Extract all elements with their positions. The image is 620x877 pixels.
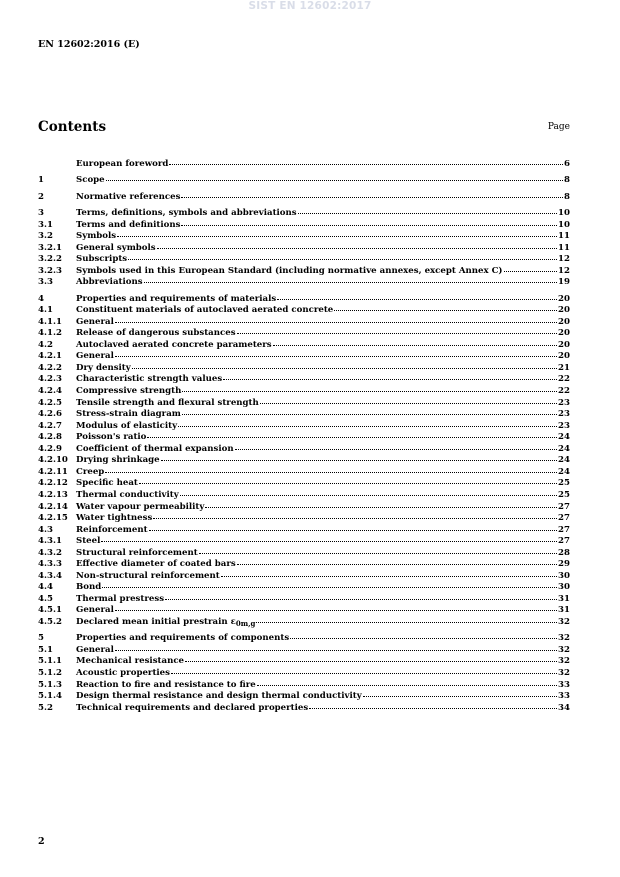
toc-entry-title-text: Stress-strain diagram (76, 409, 181, 420)
toc-dot-leader (256, 614, 557, 623)
toc-dot-leader (165, 591, 557, 600)
toc-dot-leader (115, 314, 557, 323)
toc-entry-title-text: General symbols (76, 242, 156, 253)
toc-entry-title-text: General (76, 351, 114, 362)
toc-entry-title-text: Creep (76, 466, 105, 477)
toc-entry[interactable] (38, 615, 570, 627)
toc-entry-number: 4.5.1 (38, 605, 62, 616)
toc-entry-title (76, 536, 100, 548)
toc-entry-page: 25 (558, 489, 570, 500)
toc-entry-page: 24 (558, 443, 570, 454)
toc-entry-number: 4.2.6 (38, 409, 62, 420)
toc-entry-number: 5.1 (38, 644, 53, 655)
toc-entry-title-text: Mechanical resistance (76, 656, 185, 667)
toc-dot-leader (237, 556, 557, 565)
toc-dot-leader (102, 579, 557, 588)
toc-dot-leader (260, 395, 557, 404)
toc-entry-page: 32 (558, 644, 570, 655)
toc-entry-title-text: Scope (76, 175, 105, 186)
toc-entry-title-text: Tensile strength and flexural strength (76, 397, 259, 408)
toc-dot-leader (169, 156, 563, 165)
toc-dot-leader (182, 383, 557, 392)
toc-entry-number: 5.1.3 (38, 679, 62, 690)
toc-entry-title-text: Water vapour permeability (76, 501, 205, 512)
document-id: EN 12602:2016 (E) (38, 39, 140, 50)
toc-entry-title-text: Effective diameter of coated bars (76, 559, 236, 570)
toc-dot-leader (298, 205, 557, 214)
toc-dot-leader (153, 510, 557, 519)
toc-entry-number: 4.2.13 (38, 489, 68, 500)
toc-entry-number: 4.2.7 (38, 420, 62, 431)
toc-entry-number: 4.2.8 (38, 432, 62, 443)
toc-dot-leader (180, 487, 557, 496)
toc-dot-leader (171, 665, 557, 674)
toc-entry-page: 32 (558, 667, 570, 678)
toc-entry-page: 11 (558, 231, 570, 242)
toc-entry-title (76, 668, 170, 680)
toc-entry-page: 33 (558, 691, 570, 702)
toc-entry-title (76, 513, 152, 525)
contents-heading: Contents (38, 119, 107, 135)
toc-entry-title-text: Thermal conductivity (76, 489, 179, 500)
toc-entry-title-text: Acoustic properties (76, 667, 170, 678)
toc-entry-number: 4.3.1 (38, 536, 62, 547)
toc-entry-number: 4.3.3 (38, 559, 62, 570)
toc-entry-page: 20 (558, 305, 570, 316)
toc-dot-leader (273, 337, 557, 346)
toc-entry-title-text: General (76, 316, 114, 327)
toc-entry-number: 3.2.2 (38, 254, 62, 265)
toc-entry-page: 20 (558, 339, 570, 350)
toc-entry-title-text: Constituent materials of autoclaved aerated concrete (76, 305, 334, 316)
toc-entry-title-text: Non-structural reinforcement (76, 570, 220, 581)
toc-entry-title (76, 432, 146, 444)
toc-entry-number: 3.3 (38, 277, 53, 288)
toc-entry-number: 4.2.4 (38, 386, 62, 397)
toc-entry-title (76, 328, 236, 340)
toc-entry-title (76, 192, 180, 204)
toc-entry-number: 3.2.3 (38, 265, 62, 276)
toc-entry-title-text: Water tightness (76, 513, 153, 524)
toc-entry-title-subscript: 0m,g (235, 618, 256, 628)
toc-entry-title (76, 351, 114, 363)
toc-entry-number: 4.1.2 (38, 328, 62, 339)
table-of-contents (38, 157, 570, 712)
toc-entry-page: 33 (558, 679, 570, 690)
toc-entry-number: 4.5 (38, 593, 53, 604)
toc-entry-page: 20 (558, 316, 570, 327)
toc-entry-number: 4.2 (38, 339, 53, 350)
toc-dot-leader (132, 360, 557, 369)
toc-dot-leader (105, 464, 557, 473)
watermark: SIST EN 12602:2017 (248, 0, 372, 12)
toc-entry-title-text: Coefficient of thermal expansion (76, 443, 234, 454)
toc-dot-leader (309, 700, 557, 709)
toc-entry-page: 22 (558, 386, 570, 397)
toc-dot-leader (139, 475, 557, 484)
toc-dot-leader (257, 677, 557, 686)
toc-dot-leader (334, 302, 557, 311)
toc-entry-title (76, 680, 256, 692)
toc-dot-leader (106, 172, 563, 181)
toc-entry-page: 12 (558, 265, 570, 276)
toc-entry-title-text: Specific heat (76, 478, 138, 489)
toc-entry-title (76, 254, 127, 266)
toc-entry[interactable] (38, 252, 570, 264)
toc-entry-page: 32 (558, 633, 570, 644)
toc-entry-page: 12 (558, 254, 570, 265)
toc-entry-title (76, 277, 143, 289)
toc-entry-title (76, 582, 101, 594)
toc-entry-title-text: General (76, 605, 114, 616)
toc-entry-page: 34 (558, 702, 570, 713)
toc-entry-title (76, 159, 168, 171)
toc-entry-title (76, 363, 131, 375)
toc-entry-page: 32 (558, 656, 570, 667)
toc-entry-number: 5.1.2 (38, 667, 62, 678)
toc-entry-title-text: Drying shrinkage (76, 455, 160, 466)
toc-entry-title-text: Reaction to fire and resistance to fire (76, 679, 256, 690)
toc-entry-number: 4.2.15 (38, 513, 68, 524)
toc-entry-title-text: Abbreviations (76, 277, 143, 288)
toc-entry-page: 32 (558, 616, 570, 627)
toc-entry-number: 4.2.14 (38, 501, 68, 512)
toc-dot-leader (144, 274, 557, 283)
toc-entry-page: 27 (558, 524, 570, 535)
toc-entry-number: 4.2.9 (38, 443, 62, 454)
toc-dot-leader (181, 217, 557, 226)
toc-dot-leader (157, 240, 557, 249)
toc-entry-title (76, 617, 255, 630)
toc-dot-leader (277, 291, 557, 300)
toc-entry[interactable] (38, 275, 570, 287)
toc-entry-number: 4.3 (38, 524, 53, 535)
toc-entry-title-text: Symbols (76, 231, 117, 242)
toc-entry-title (76, 605, 114, 617)
toc-entry-title-text: Symbols used in this European Standard (including normative annexes, except Annex C) (76, 265, 503, 276)
toc-entry-page: 10 (558, 219, 570, 230)
toc-entry-title-text: European foreword (76, 159, 169, 169)
toc-entry-page: 30 (558, 582, 570, 593)
toc-entry-title (76, 478, 138, 490)
toc-dot-leader (237, 325, 558, 334)
toc-entry-page: 23 (558, 397, 570, 408)
toc-entry-number: 3.2 (38, 231, 53, 242)
toc-entry-page: 31 (558, 593, 570, 604)
toc-entry-page: 27 (558, 501, 570, 512)
toc-entry-page: 23 (558, 420, 570, 431)
toc-entry-number: 2 (38, 191, 44, 202)
toc-entry-title-text: Technical requirements and declared properties (76, 702, 309, 713)
toc-entry-number: 4.2.12 (38, 478, 68, 489)
toc-dot-leader (185, 653, 557, 662)
toc-entry-title-text: Structural reinforcement (76, 547, 198, 558)
toc-entry-title (76, 645, 114, 657)
toc-entry-number: 5.2 (38, 702, 53, 713)
toc-dot-leader (147, 429, 557, 438)
toc-dot-leader (205, 499, 557, 508)
toc-entry-number: 4.2.10 (38, 455, 68, 466)
toc-entry-page: 27 (558, 513, 570, 524)
toc-entry-number: 3.2.1 (38, 242, 62, 253)
toc-entry-title-text: Characteristic strength values (76, 374, 223, 385)
toc-entry-number: 4.2.5 (38, 397, 62, 408)
toc-dot-leader (101, 533, 557, 542)
toc-entry-number: 4.2.2 (38, 362, 62, 373)
toc-entry-page: 8 (564, 175, 570, 186)
toc-entry-number: 5.1.1 (38, 656, 62, 667)
toc-entry-page: 23 (558, 409, 570, 420)
toc-entry-title-text: Dry density (76, 362, 131, 373)
toc-entry-page: 27 (558, 536, 570, 547)
toc-entry-page: 6 (564, 159, 570, 169)
toc-entry-title (76, 317, 114, 329)
toc-entry-number: 3.1 (38, 219, 53, 230)
toc-entry-title (76, 175, 105, 187)
toc-entry-page: 22 (558, 374, 570, 385)
toc-entry-page: 25 (558, 478, 570, 489)
toc-entry-title-text: Reinforcement (76, 524, 148, 535)
toc-entry-page: 21 (558, 362, 570, 373)
toc-entry-number: 4.1.1 (38, 316, 62, 327)
toc-dot-leader (199, 545, 557, 554)
toc-entry-number: 4.2.3 (38, 374, 62, 385)
toc-entry-title-text: Poisson's ratio (76, 432, 147, 443)
toc-entry-title-text: Properties and requirements of materials (76, 293, 277, 304)
toc-entry-title-text: Steel (76, 536, 101, 547)
toc-entry-number: 4.3.2 (38, 547, 62, 558)
toc-entry-title-text: Declared mean initial prestrain ε (76, 616, 236, 627)
toc-entry-page: 30 (558, 570, 570, 581)
toc-entry-title-text: Release of dangerous substances (76, 328, 236, 339)
toc-entry-number: 4.5.2 (38, 616, 62, 627)
toc-entry-page: 20 (558, 351, 570, 362)
toc-entry-page: 24 (558, 466, 570, 477)
toc-entry-title-text: Autoclaved aerated concrete parameters (76, 339, 272, 350)
toc-dot-leader (161, 452, 557, 461)
toc-entry-number: 4.2.1 (38, 351, 62, 362)
toc-entry-number: 4.1 (38, 305, 53, 316)
toc-entry-page: 24 (558, 455, 570, 466)
toc-dot-leader (128, 251, 557, 260)
toc-dot-leader (117, 228, 557, 237)
toc-entry-number: 5 (38, 633, 44, 644)
toc-entry-title-text: Properties and requirements of components (76, 633, 290, 644)
toc-entry-title (76, 656, 184, 668)
toc-entry-title-text: Modulus of elasticity (76, 420, 178, 431)
toc-dot-leader (181, 189, 563, 198)
toc-entry-title (76, 490, 179, 502)
toc-entry[interactable] (38, 701, 570, 713)
toc-dot-leader (115, 348, 557, 357)
toc-entry-page: 24 (558, 432, 570, 443)
toc-entry-title-text: General (76, 644, 114, 655)
toc-dot-leader (290, 630, 557, 639)
toc-dot-leader (115, 602, 557, 611)
toc-entry-number: 4.3.4 (38, 570, 62, 581)
toc-entry-number: 3 (38, 208, 44, 219)
toc-entry-title (76, 548, 198, 560)
toc-entry-number: 4.2.11 (38, 466, 68, 477)
toc-entry-page: 19 (558, 277, 570, 288)
toc-entry-number: 1 (38, 175, 44, 186)
toc-entry-title (76, 559, 236, 571)
toc-entry-number: 5.1.4 (38, 691, 62, 702)
toc-entry-title-text: Compressive strength (76, 386, 182, 397)
toc-entry-title (76, 409, 181, 421)
toc-entry[interactable] (38, 190, 570, 202)
toc-entry-page: 10 (558, 208, 570, 219)
toc-dot-leader (182, 406, 557, 415)
toc-entry-page: 20 (558, 293, 570, 304)
toc-dot-leader (223, 371, 557, 380)
toc-entry-page: 8 (564, 191, 570, 202)
toc-entry[interactable] (38, 157, 570, 169)
toc-entry-title (76, 703, 308, 715)
toc-entry-page: 31 (558, 605, 570, 616)
toc-entry-title-text: Subscripts (76, 254, 128, 265)
toc-entry-number: 4 (38, 293, 44, 304)
toc-entry-page: 28 (558, 547, 570, 558)
toc-dot-leader (504, 263, 558, 272)
toc-dot-leader (363, 688, 557, 697)
toc-entry-title-text: Terms and definitions (76, 219, 181, 230)
toc-entry-title-text: Bond (76, 582, 102, 593)
toc-entry-title (76, 386, 181, 398)
toc-dot-leader (235, 441, 557, 450)
toc-entry-title-text: Thermal prestress (76, 593, 165, 604)
toc-entry-title-text: Design thermal resistance and design thermal conductivity (76, 691, 362, 702)
toc-dot-leader (149, 522, 557, 531)
page-column-label: Page (547, 122, 570, 132)
toc-entry-title (76, 231, 116, 243)
toc-entry-title-text: Normative references (76, 191, 181, 202)
toc-entry-page: 29 (558, 559, 570, 570)
toc-dot-leader (178, 418, 557, 427)
toc-entry[interactable] (38, 173, 570, 185)
toc-dot-leader (115, 642, 557, 651)
page-number: 2 (38, 836, 45, 847)
toc-entry-title (76, 294, 276, 306)
toc-entry-page: 11 (558, 242, 570, 253)
toc-entry-title (76, 467, 104, 479)
toc-entry-page: 20 (558, 328, 570, 339)
toc-entry-title-text: Terms, definitions, symbols and abbreviations (76, 208, 297, 219)
toc-entry-number: 4.4 (38, 582, 53, 593)
toc-dot-leader (221, 568, 557, 577)
